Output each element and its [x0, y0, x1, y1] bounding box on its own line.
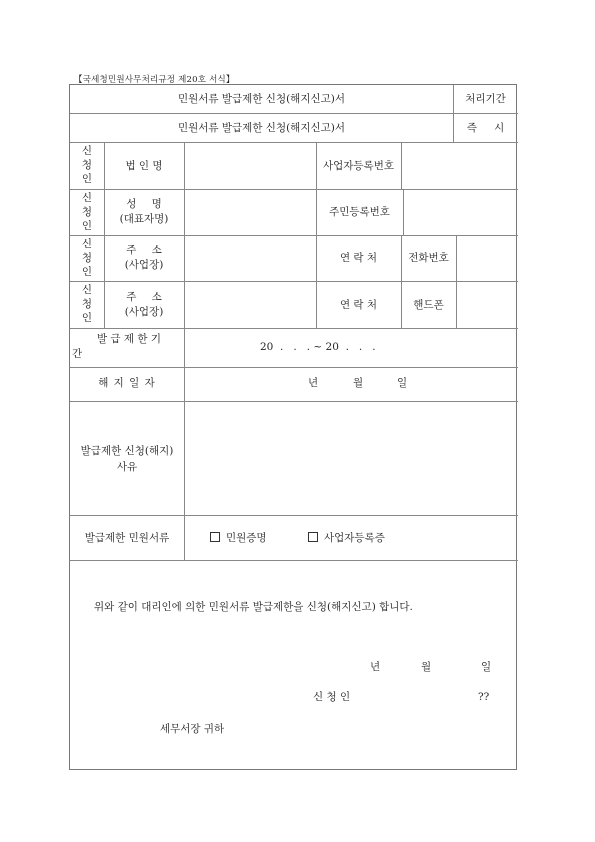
- cancel-date-month: 월: [353, 377, 364, 389]
- doc-option-civil-cert[interactable]: 민원증명: [210, 531, 267, 545]
- cancel-date-day: 일: [397, 377, 408, 389]
- seal-mark: ??: [478, 691, 490, 703]
- docs-label: 발급제한 민원서류: [84, 532, 170, 544]
- statement-text: 위와 같이 대리인에 의한 민원서류 발급제한을 신청(해지신고) 합니다.: [94, 601, 413, 613]
- applicant-label: 신 청 인: [81, 284, 93, 324]
- applicant-label: 신 청 인: [81, 238, 93, 278]
- contact-label: 연 락 처: [339, 252, 378, 264]
- grid-line: [403, 189, 404, 235]
- grid-line: [70, 113, 518, 114]
- grid-line: [456, 235, 457, 328]
- grid-line: [70, 189, 518, 190]
- application-form: [69, 84, 517, 770]
- grid-line: [70, 560, 518, 561]
- workplace-label: (사업장): [124, 259, 164, 271]
- sign-date-month: 월: [421, 661, 432, 673]
- cancel-date-label: 해 지 일 자: [98, 377, 156, 389]
- grid-line: [184, 142, 185, 560]
- sign-date-day: 일: [481, 661, 492, 673]
- grid-line: [401, 142, 402, 189]
- cancel-date-year: 년: [308, 377, 319, 389]
- rep-name-label: (대표자명): [119, 213, 169, 225]
- sign-date-year: 년: [370, 661, 381, 673]
- reason-label-2: 사유: [116, 461, 138, 473]
- form-reference: 【국세청민원사무처리규정 제20호 서식】: [74, 75, 235, 85]
- period-label-wrap: 간: [72, 348, 83, 360]
- form-title-1: 민원서류 발급제한 신청(해지신고)서: [177, 93, 345, 105]
- grid-line: [70, 367, 518, 368]
- address-label: 주 소: [126, 291, 162, 303]
- address-label: 주 소: [126, 244, 162, 256]
- phone-label: 전화번호: [408, 252, 449, 264]
- applicant-label: 신 청 인: [81, 145, 93, 185]
- grid-line: [70, 515, 518, 516]
- checkbox[interactable]: [210, 532, 220, 542]
- mobile-label: 핸드폰: [413, 299, 444, 311]
- grid-line: [70, 142, 518, 143]
- reason-label: 발급제한 신청(해지): [80, 445, 174, 457]
- processing-period-value: 즉 시: [466, 122, 505, 134]
- corp-name-label: 법 인 명: [125, 160, 163, 172]
- resident-no-label: 주민등록번호: [329, 206, 390, 218]
- period-value: 20 . . . ~ 20 . . .: [260, 341, 376, 353]
- name-label: 성 명: [126, 198, 162, 210]
- biz-reg-no-label: 사업자등록번호: [322, 160, 394, 172]
- grid-line: [401, 235, 402, 328]
- processing-period-label: 처리기간: [465, 93, 506, 105]
- grid-line: [70, 235, 518, 236]
- applicant-sign-label: 신 청 인: [313, 691, 351, 703]
- checkbox[interactable]: [308, 532, 318, 542]
- applicant-label: 신 청 인: [81, 192, 93, 232]
- workplace-label: (사업장): [124, 306, 164, 318]
- grid-line: [70, 401, 518, 402]
- period-label: 발 급 제 한 기: [96, 333, 162, 345]
- grid-line: [70, 281, 518, 282]
- addressee: 세무서장 귀하: [160, 723, 225, 735]
- contact-label: 연 락 처: [339, 299, 378, 311]
- doc-option-biz-reg-cert[interactable]: 사업자등록증: [308, 531, 385, 545]
- form-title-2: 민원서류 발급제한 신청(해지신고)서: [177, 122, 345, 134]
- grid-line: [70, 328, 518, 329]
